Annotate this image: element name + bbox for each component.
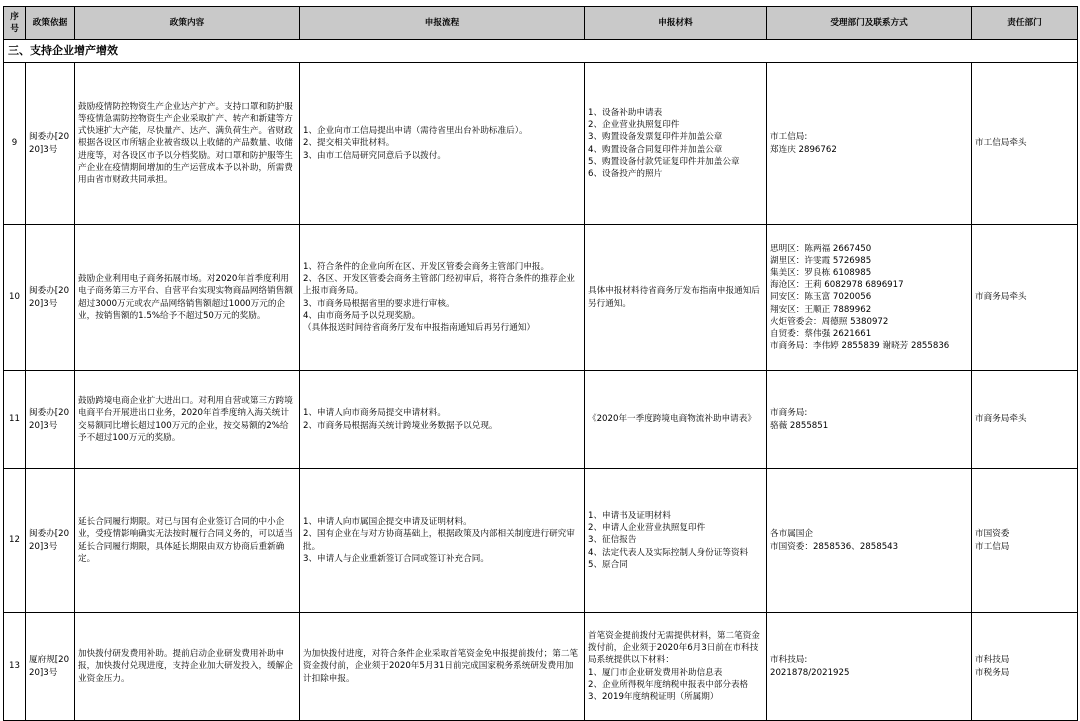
policy-table — [3, 6, 1078, 721]
row-responsible — [972, 225, 1078, 371]
responsible-line: 市工信局牵头 — [975, 138, 1027, 149]
table-row — [4, 225, 1078, 371]
table-row — [4, 469, 1078, 613]
contact-line: 市国资委：2858536、2858543 — [770, 541, 899, 552]
contact-line: 翔安区：王顺正 7889962 — [770, 304, 872, 315]
row-content: 鼓励企业利用电子商务拓展市场。对2020年首季度利用电子商务第三方平台、自营平台实现实物商品网络销售额超过3000万元或农产品网络销售额超过1000万元的企业，按销售额的1.5%给予不超过50万元的奖励。 — [75, 225, 300, 371]
material-line: 3、2019年度纳税证明（所属期） — [588, 691, 719, 702]
header-contact: 受理部门及联系方式 — [767, 7, 972, 40]
row-seq: 11 — [4, 371, 26, 469]
row-contact — [767, 469, 972, 613]
material-line: 6、设备投产的照片 — [588, 168, 663, 179]
contact-line: 自贸委：蔡伟强 2621661 — [770, 329, 872, 339]
material-line: 首笔资金提前拨付无需提供材料，第二笔资金拨付前，企业须于2020年6月3日前在市科技局系统提供以下材料： — [588, 630, 760, 666]
row-contact — [767, 613, 972, 721]
material-line: 1、申请书及证明材料 — [588, 510, 671, 521]
process-line: （具体报送时间待省商务厅发布申报指南通知后再另行通知） — [303, 322, 536, 333]
process-line: 1、符合条件的企业向所在区、开发区管委会商务主管部门申报。 — [303, 261, 550, 272]
row-materials — [585, 225, 767, 371]
contact-line: 湖里区：许雯霞 5726985 — [770, 255, 872, 266]
process-line: 1、申请人向市商务局提交申请材料。 — [303, 408, 446, 419]
section-title: 三、支持企业增产增效 — [4, 40, 1078, 63]
row-contact — [767, 225, 972, 371]
row-materials — [585, 63, 767, 225]
responsible-line: 市工信局 — [975, 541, 1010, 552]
process-line: 3、申请人与企业重新签订合同或签订补充合同。 — [303, 553, 489, 564]
row-materials — [585, 371, 767, 469]
process-line: 2、提交相关审批材料。 — [303, 138, 395, 149]
process-line: 2、各区、开发区管委会商务主管部门经初审后，将符合条件的推荐企业上报市商务局。 — [303, 274, 575, 297]
row-responsible — [972, 63, 1078, 225]
table-row — [4, 371, 1078, 469]
contact-line: 市商务局：李伟婷 2855839 谢晓芳 2855836 — [770, 341, 950, 352]
header-seq: 序号 — [4, 7, 26, 40]
process-line: 1、申请人向市属国企提交申请及证明材料。 — [303, 517, 472, 528]
row-process — [300, 371, 585, 469]
material-line: 《2020年一季度跨境电商物流补助申请表》 — [588, 414, 756, 425]
row-process — [300, 63, 585, 225]
material-line: 1、设备补助申请表 — [588, 107, 663, 118]
row-basis: 闽委办[2020]3号 — [26, 63, 75, 225]
contact-line: 市商务局: — [770, 408, 808, 419]
material-line: 具体申报材料待省商务厅发布指南申报通知后另行通知。 — [588, 286, 760, 309]
material-line: 3、购置设备发票复印件并加盖公章 — [588, 132, 723, 143]
responsible-line: 市科技局 — [975, 655, 1010, 666]
contact-line: 市工信局: — [770, 132, 808, 143]
contact-line: 集美区：罗良栋 6108985 — [770, 267, 872, 278]
responsible-line: 市商务局牵头 — [975, 292, 1027, 303]
row-process — [300, 613, 585, 721]
responsible-line: 市税务局 — [975, 667, 1010, 678]
row-responsible — [972, 613, 1078, 721]
contact-line: 火炬管委会：周德照 5380972 — [770, 316, 889, 327]
contact-line: 市科技局: — [770, 655, 808, 666]
table-row — [4, 63, 1078, 225]
row-process — [300, 225, 585, 371]
header-responsible: 责任部门 — [972, 7, 1078, 40]
row-basis: 厦府规[2020]3号 — [26, 613, 75, 721]
process-line: 3、市商务局根据省里的要求进行审核。 — [303, 298, 455, 309]
row-basis: 闽委办[2020]3号 — [26, 225, 75, 371]
contact-line: 各市属国企 — [770, 529, 813, 540]
header-materials: 申报材料 — [585, 7, 767, 40]
row-content: 加快拨付研发费用补助。提前启动企业研发费用补助申报，加快拨付兑现进度，支持企业加大研发投入，缓解企业资金压力。 — [75, 613, 300, 721]
row-seq: 12 — [4, 469, 26, 613]
row-contact — [767, 63, 972, 225]
material-line: 2、申请人企业营业执照复印件 — [588, 523, 706, 534]
row-materials — [585, 613, 767, 721]
process-line: 1、企业向市工信局提出申请（需待省里出台补助标准后）。 — [303, 126, 528, 137]
contact-line: 郑连庆 2896762 — [770, 144, 837, 155]
header-basis: 政策依据 — [26, 7, 75, 40]
row-seq: 9 — [4, 63, 26, 225]
row-basis: 闽委办[2020]3号 — [26, 371, 75, 469]
section-row — [4, 40, 1078, 63]
contact-line: 2021878/2021925 — [770, 667, 850, 678]
material-line: 2、企业营业执照复印件 — [588, 120, 680, 131]
row-content: 鼓励跨境电商企业扩大进出口。对利用自营或第三方跨境电商平台开展进出口业务，2020年首季度纳入海关统计交易额同比增长超过100万元的企业，按交易额的2%给予不超过100万元的奖励。 — [75, 371, 300, 469]
contact-line: 思明区：陈两福 2667450 — [770, 243, 872, 254]
contact-line: 骆薇 2855851 — [770, 420, 829, 431]
row-process — [300, 469, 585, 613]
process-line: 2、国有企业在与对方协商基础上，根据政策及内部相关制度进行研究审批。 — [303, 529, 575, 552]
responsible-line: 市国资委 — [975, 529, 1010, 540]
header-content: 政策内容 — [75, 7, 300, 40]
material-line: 4、法定代表人及实际控制人身份证等资料 — [588, 547, 749, 558]
process-line: 2、市商务局根据海关统计跨境业务数据予以兑现。 — [303, 420, 498, 431]
material-line: 2、企业所得税年度纳税申报表中部分表格 — [588, 679, 749, 690]
material-line: 4、购置设备合同复印件并加盖公章 — [588, 144, 723, 155]
row-content: 鼓励疫情防控物资生产企业达产扩产。支持口罩和防护服等疫情急需防控物资生产企业采取扩产、转产和新建等方式快速扩大产能，尽快量产、达产、满负荷生产。省财政根据各设区市所辖企业被省级以上收储的产品数量、收储进度等，对各设区市予以分档奖励。对口罩和防护服等生产企业在疫情期间增加的生产运营成本予以补助，所需费用由省市财政共同承担。 — [75, 63, 300, 225]
process-line: 3、由市工信局研究同意后予以拨付。 — [303, 150, 446, 161]
header-row — [4, 7, 1078, 40]
row-materials — [585, 469, 767, 613]
contact-line: 海沧区：王莉 6082978 6896917 — [770, 280, 904, 291]
row-responsible — [972, 469, 1078, 613]
process-line: 4、由市商务局予以兑现奖励。 — [303, 310, 421, 321]
process-line: 为加快拨付进度，对符合条件企业采取首笔资金免申报提前拨付；第二笔资金拨付前，企业须于2020年5月31日前完成国家税务系统研发费用加计扣除申报。 — [303, 649, 579, 684]
material-line: 5、原合同 — [588, 559, 628, 570]
row-seq: 10 — [4, 225, 26, 371]
responsible-line: 市商务局牵头 — [975, 414, 1027, 425]
material-line: 5、购置设备付款凭证复印件并加盖公章 — [588, 156, 740, 167]
row-seq: 13 — [4, 613, 26, 721]
row-contact — [767, 371, 972, 469]
row-basis: 闽委办[2020]3号 — [26, 469, 75, 613]
row-content: 延长合同履行期限。对已与国有企业签订合同的中小企业，受疫情影响确实无法按时履行合同义务的，可以适当延长合同履行期限，具体延长期限由双方协商后重新确定。 — [75, 469, 300, 613]
material-line: 3、征信报告 — [588, 535, 637, 546]
table-row — [4, 613, 1078, 721]
row-responsible — [972, 371, 1078, 469]
material-line: 1、厦门市企业研发费用补助信息表 — [588, 667, 723, 678]
header-process: 申报流程 — [300, 7, 585, 40]
contact-line: 同安区：陈玉富 7020056 — [770, 292, 872, 303]
